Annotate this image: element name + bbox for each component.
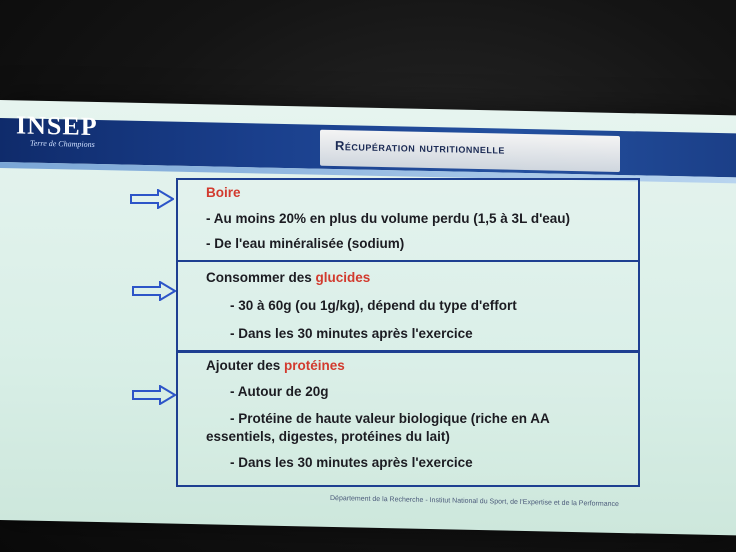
section-heading-highlight: Boire: [206, 185, 241, 200]
section-heading-prefix: Consommer des: [206, 270, 316, 285]
section-line: - 30 à 60g (ou 1g/kg), dépend du type d'effort: [230, 298, 517, 313]
section-heading-glucides: [206, 270, 370, 285]
section-line: - Autour de 20g: [230, 384, 329, 399]
section-heading-highlight: glucides: [315, 270, 371, 285]
arrow-right-icon: [132, 281, 176, 301]
arrow-right-icon: [132, 385, 176, 405]
insep-logo: INSEP: [16, 110, 98, 142]
arrow-right-icon: [130, 189, 174, 209]
section-line: - Dans les 30 minutes après l'exercice: [230, 326, 473, 341]
section-heading-prefix: Ajouter des: [206, 358, 285, 373]
slide-title: Récupération nutritionnelle: [335, 138, 505, 157]
section-line: - Dans les 30 minutes après l'exercice: [230, 455, 473, 470]
slide-footer: Département de la Recherche - Institut National du Sport, de l'Expertise et de la Performance: [330, 494, 619, 509]
section-line: - De l'eau minéralisée (sodium): [206, 236, 405, 251]
section-heading-proteines: [206, 358, 345, 373]
section-line: - Au moins 20% en plus du volume perdu (1,5 à 3L d'eau): [206, 211, 571, 226]
section-heading-boire: [206, 185, 241, 200]
section-line: - Protéine de haute valeur biologique (riche en AA: [230, 411, 550, 426]
section-heading-highlight: protéines: [284, 358, 345, 373]
insep-logo-subtitle: Terre de Champions: [30, 138, 95, 149]
section-line: essentiels, digestes, protéines du lait): [206, 429, 450, 444]
